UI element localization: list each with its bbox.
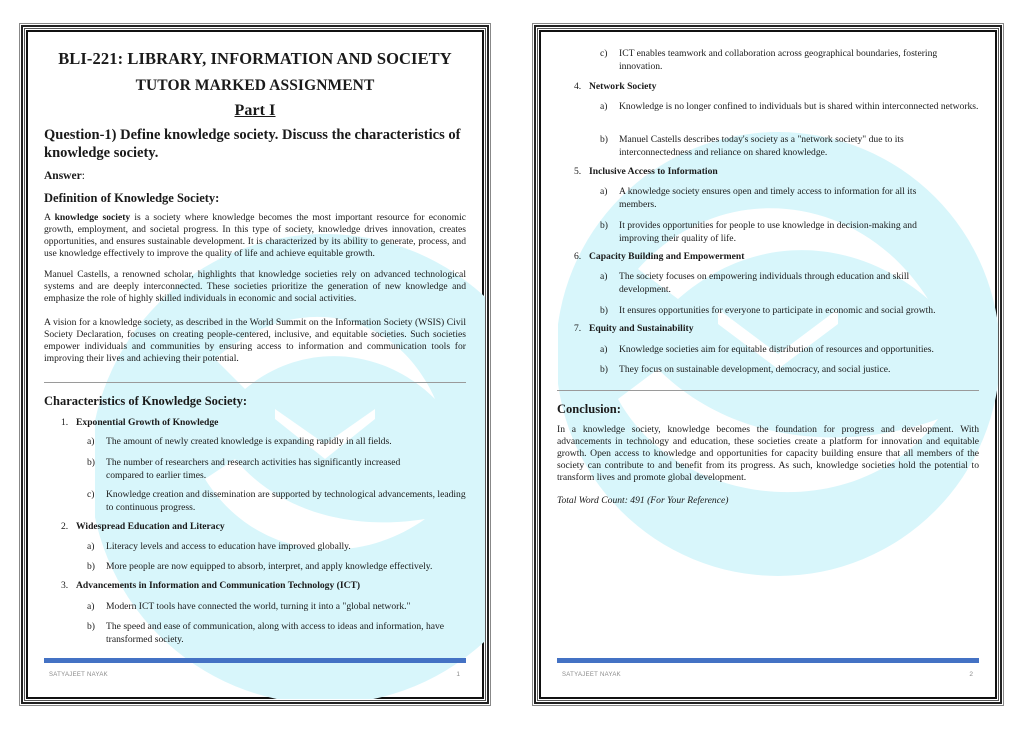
section-divider [557, 390, 979, 391]
document-page-2 [537, 28, 999, 701]
assignment-title: TUTOR MARKED ASSIGNMENT [135, 77, 375, 94]
page-number: 1 [456, 671, 460, 678]
course-title: BLI-221: LIBRARY, INFORMATION AND SOCIETY [58, 49, 452, 68]
list-subitem: c) Knowledge creation and dissemination are supported by technological advancements, leading to continuous progress. [87, 489, 466, 513]
list-item-heading: Advancements in Information and Communication Technology (ICT) [76, 580, 361, 591]
list-item-number: 5. [574, 166, 582, 177]
part-heading: Part I [234, 102, 276, 119]
page-number: 2 [969, 671, 973, 678]
list-subitem: b) Manuel Castells describes today's society as a "network society" due to its interconnectedness and reliance on shared knowledge. [600, 134, 904, 158]
conclusion-heading: Conclusion: [557, 402, 621, 416]
list-subitem: a) Modern ICT tools have connected the world, turning it into a "global network." [87, 601, 411, 612]
list-subitem: a) A knowledge society ensures open and timely access to information for all its members. [600, 186, 917, 210]
definition-heading: Definition of Knowledge Society: [44, 191, 220, 205]
list-item-heading: Equity and Sustainability [589, 323, 694, 334]
list-subitem: a) Knowledge societies aim for equitable distribution of resources and opportunities. [600, 344, 934, 355]
list-item-number: 3. [61, 580, 69, 591]
list-subitem: c) ICT enables teamwork and collaboration across geographical boundaries, fostering innovation. [600, 48, 938, 72]
definition-paragraph-1: A knowledge society is a society where knowledge becomes the most important resource for economic growth, employment, and societal progress. In this type of society, knowledge drives innovation, creates opportunities, and ensures sustainable development. It is characterized by its ability to generate, process, and use knowledge effectively to improve the quality of life and achieve equitable growth. [44, 212, 466, 259]
list-item-number: 4. [574, 81, 582, 92]
list-subitem: a) Knowledge is no longer confined to individuals but is shared within interconnected networks. [600, 101, 979, 112]
list-subitem: a) Literacy levels and access to education have improved globally. [87, 541, 351, 552]
conclusion-paragraph: In a knowledge society, knowledge becomes the foundation for progress and development. With advancements in technology and education, these societies create a platform for innovation and equitable growth. Open access to knowledge and opportunities for capacity building ensure that all members of the society can contribute to and benefit from its progress. As such, knowledge societies hold the potential to transform lives and promote global development. [557, 424, 979, 483]
list-item-heading: Exponential Growth of Knowledge [76, 417, 219, 428]
footer-author: SATYAJEET NAYAK [49, 672, 108, 678]
list-subitem: b) The number of researchers and research activities has significantly increased compared to earlier times. [87, 457, 401, 481]
definition-paragraph-3: A vision for a knowledge society, as described in the World Summit on the Information Society (WSIS) Civil Society Declaration, focuses on creating people-centered, inclusive, and equitable societies. Such societies empower individuals and communities by ensuring access to information and communication tools for improving their lives and achieving their potential. [44, 317, 466, 364]
list-item-heading: Inclusive Access to Information [589, 166, 718, 177]
answer-label: Answer: [44, 170, 85, 182]
list-subitem: a) The society focuses on empowering individuals through education and skill development. [600, 271, 910, 295]
list-subitem: b) They focus on sustainable development, democracy, and social justice. [600, 364, 891, 375]
list-subitem: b) The speed and ease of communication, along with access to ideas and information, have transformed society. [87, 621, 445, 645]
list-subitem: b) It ensures opportunities for everyone to participate in economic and social growth. [600, 305, 936, 316]
question-heading: Question-1) Define knowledge society. Discuss the characteristics of knowledge society. [44, 127, 461, 161]
list-item-number: 7. [574, 323, 582, 334]
section-divider [44, 382, 466, 383]
characteristics-heading: Characteristics of Knowledge Society: [44, 394, 248, 408]
word-count-note: Total Word Count: 491 (For Your Reference) [557, 495, 729, 506]
footer-bar [44, 658, 466, 663]
list-item-heading: Capacity Building and Empowerment [589, 251, 745, 262]
list-item-number: 2. [61, 521, 69, 532]
footer-bar [557, 658, 979, 663]
list-subitem: a) The amount of newly created knowledge is expanding rapidly in all fields. [87, 436, 392, 447]
list-item-heading: Widespread Education and Literacy [76, 521, 225, 532]
footer-author: SATYAJEET NAYAK [562, 672, 621, 678]
definition-paragraph-2: Manuel Castells, a renowned scholar, highlights that knowledge societies rely on advanced technological systems and are deeply interconnected. These societies prioritize the generation of new knowledge and emphasize the role of highly skilled individuals in economic and social activities. [44, 269, 466, 304]
list-subitem: b) More people are now equipped to absorb, interpret, and apply knowledge effectively. [87, 561, 433, 572]
list-item-number: 6. [574, 251, 582, 262]
list-item-heading: Network Society [589, 81, 657, 92]
document-page-1 [24, 28, 486, 701]
list-item-number: 1. [61, 417, 69, 428]
list-subitem: b) It provides opportunities for people to use knowledge in decision-making and improving their quality of life. [600, 220, 917, 244]
